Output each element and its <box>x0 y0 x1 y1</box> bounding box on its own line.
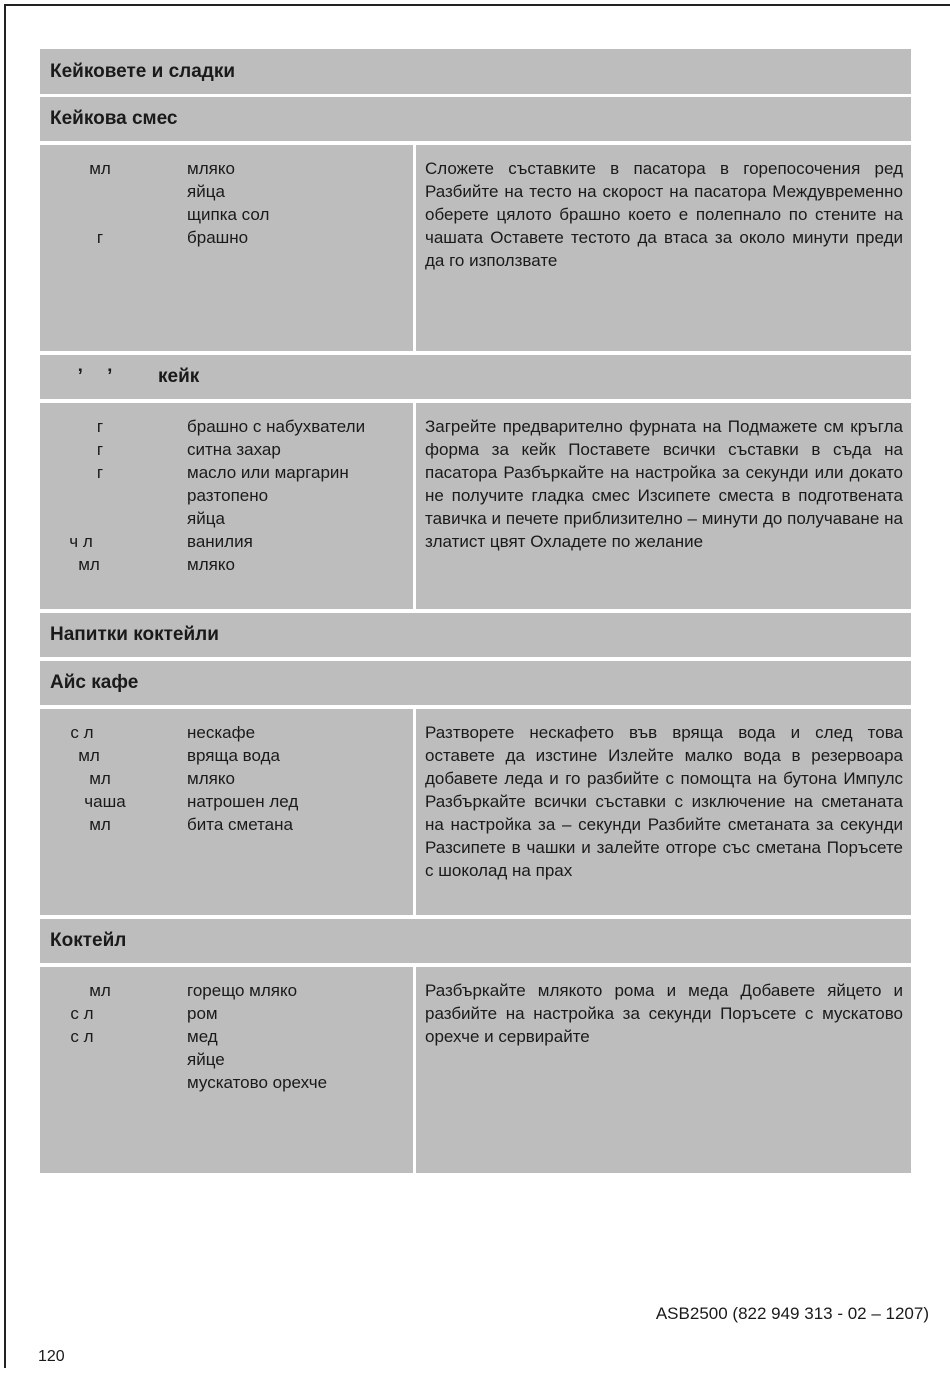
ingredient-name: яйца <box>187 509 225 528</box>
section-title-cakes: Кейковете и сладки <box>50 60 236 82</box>
ingredient-qty: г <box>96 440 104 459</box>
recipe-title-marks: ’ ’ <box>77 366 123 387</box>
ingredient-row <box>40 979 413 1002</box>
ingredient-name: щипка сол <box>187 205 270 224</box>
ingredient-name: брашно <box>187 228 249 247</box>
recipe-title-ice-coffee: Айс кафе <box>50 672 139 693</box>
instructions-text: Сложете съставките в пасатора в горепосочения ред Разбийте на тесто на скорост на пасатора Междувременно оберете цялото брашно което е полепнало по стените на чашата Оставете тестото да втаса за около минути преди да го използвате <box>425 159 903 270</box>
ingredient-name: разтопено <box>187 486 269 505</box>
recipe-title-cake: кейк <box>158 366 200 387</box>
instructions-text: Разбъркайте млякото рома и меда Добавете яйцето и разбийте на настройка за секунди Поръсете с мускатово орехче и сервирайте <box>425 981 903 1046</box>
page-border-top <box>4 4 950 6</box>
ingredient-qty: мл <box>78 555 100 574</box>
ingredient-qty: с л <box>70 723 94 742</box>
ingredient-row <box>40 1071 413 1094</box>
section-header-cakes <box>40 49 911 94</box>
recipe-header-cake-mix <box>40 97 911 141</box>
page-border-left <box>4 4 6 1368</box>
ingredient-name: мляко <box>187 769 235 788</box>
ingredient-row <box>40 203 413 226</box>
instructions-cell-cake <box>416 403 911 609</box>
ingredient-row <box>40 790 413 813</box>
ingredient-row <box>40 1048 413 1071</box>
ingredient-row <box>40 813 413 836</box>
ingredient-row <box>40 415 413 438</box>
ingredient-qty: с л <box>70 1004 94 1023</box>
ingredient-name: нескафе <box>187 723 256 742</box>
ingredient-row <box>40 507 413 530</box>
ingredient-row <box>40 484 413 507</box>
recipe-title-cocktail: Коктейл <box>50 930 127 951</box>
recipe-header-cocktail <box>40 919 911 963</box>
ingredient-qty: мл <box>89 769 111 788</box>
ingredient-row <box>40 1025 413 1048</box>
ingredient-row <box>40 226 413 249</box>
instructions-text: Загрейте предварително фурната на Подмажете см кръгла форма за кейк Поставете всички съставки в съда на пасатора Разбъркайте на настройка за секунди или докато не получите гладка смес Изсипете сместа в подготвената тавичка и печете приблизително – минути до получаване на златист цвят Охладете по желание <box>425 417 903 551</box>
ingredient-name: бита сметана <box>187 815 293 834</box>
ingredient-row <box>40 180 413 203</box>
ingredient-row <box>40 1002 413 1025</box>
ingredient-name: мускатово орехче <box>187 1073 328 1092</box>
instructions-cell-ice-coffee <box>416 709 911 915</box>
ingredient-row <box>40 553 413 576</box>
section-title-drinks: Напитки коктейли <box>50 624 219 645</box>
ingredient-name: ром <box>187 1004 218 1023</box>
recipe-header-ice-coffee <box>40 661 911 705</box>
recipe-header-cake <box>40 355 911 399</box>
ingredient-row <box>40 157 413 180</box>
ingredients-cell-ice-coffee <box>40 709 413 915</box>
ingredient-qty: г <box>96 463 104 482</box>
ingredient-row <box>40 530 413 553</box>
ingredient-name: ванилия <box>187 532 253 551</box>
ingredients-cell-cake-mix <box>40 145 413 351</box>
ingredient-name: мляко <box>187 555 235 574</box>
ingredient-row <box>40 438 413 461</box>
ingredient-row <box>40 767 413 790</box>
ingredient-qty: ч л <box>69 532 93 551</box>
page-number: 120 <box>38 1348 65 1365</box>
recipe-title-cake-mix: Кейкова смес <box>50 108 178 129</box>
ingredient-name: ситна захар <box>187 440 281 459</box>
ingredients-cell-cake <box>40 403 413 609</box>
ingredient-name: яйца <box>187 182 225 201</box>
ingredients-cell-cocktail <box>40 967 413 1173</box>
instructions-text: Разтворете нескафето във вряща вода и след това оставете да изстине Излейте малко вода в резервоара добавете леда и го разбийте с помощта на бутона Импулс Разбъркайте всички съставки с изключение на сметаната на настройка за – секунди Разбийте сметаната за секунди Разсипете в чашки и залейте отгоре със сметана Поръсете с шоколад на прах <box>425 723 903 880</box>
model-code: ASB2500 (822 949 313 - 02 – 1207) <box>655 1304 929 1323</box>
ingredient-name: мляко <box>187 159 235 178</box>
ingredient-name: брашно с набухватели <box>187 417 366 436</box>
ingredient-row <box>40 461 413 484</box>
ingredient-qty: мл <box>89 815 111 834</box>
ingredient-qty: г <box>96 417 104 436</box>
ingredient-qty: мл <box>89 159 111 178</box>
ingredient-qty: г <box>96 228 104 247</box>
ingredient-name: горещо мляко <box>187 981 298 1000</box>
ingredient-name: вряща вода <box>187 746 280 765</box>
ingredient-name: мед <box>187 1027 218 1046</box>
ingredient-name: натрошен лед <box>187 792 299 811</box>
ingredient-row <box>40 744 413 767</box>
ingredient-row <box>40 721 413 744</box>
ingredient-qty: мл <box>89 981 111 1000</box>
ingredient-qty: с л <box>70 1027 94 1046</box>
section-header-drinks <box>40 613 911 657</box>
instructions-cell-cocktail <box>416 967 911 1173</box>
ingredient-name: масло или маргарин <box>187 463 349 482</box>
instructions-cell-cake-mix <box>416 145 911 351</box>
ingredient-qty: мл <box>78 746 100 765</box>
ingredient-name: яйце <box>187 1050 225 1069</box>
ingredient-qty: чаша <box>84 792 126 811</box>
